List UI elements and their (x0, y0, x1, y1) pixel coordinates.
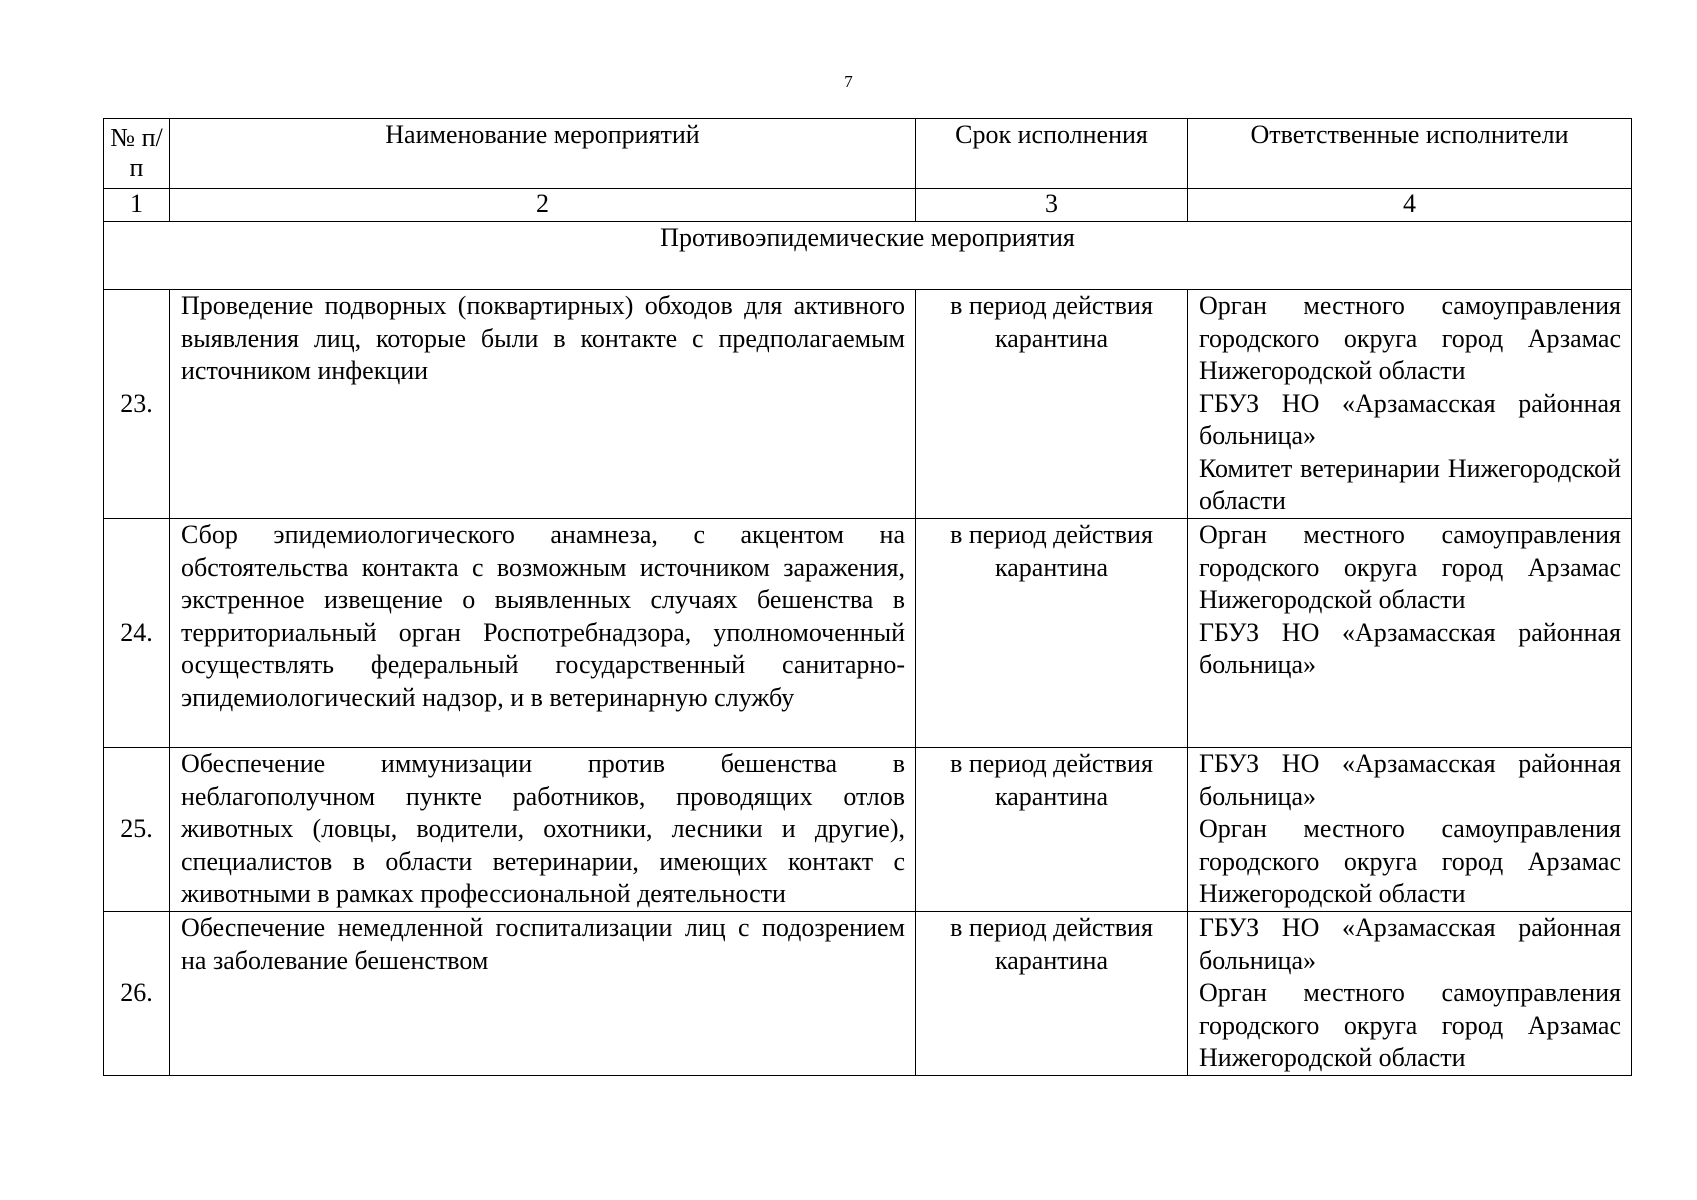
table-row (104, 290, 1632, 519)
header-name: Наименование мероприятий (170, 119, 916, 189)
measure-name: Проведение подворных (поквартирных) обходов для активного выявления лиц, которые были в контакте с предполагаемым источником инфекции (170, 290, 916, 519)
responsible-entry: Комитет ветеринарии Нижегородской области (1199, 453, 1621, 515)
row-number: 26. (104, 912, 170, 1076)
column-number: 3 (916, 189, 1188, 222)
responsible-entry: ГБУЗ НО «Арзамасская районная больница» (1199, 388, 1621, 450)
responsible-entry: Орган местного самоуправления городского округа город Арзамас Нижегородской области (1199, 520, 1621, 614)
table-row (104, 748, 1632, 912)
column-number-row (104, 189, 1632, 222)
measure-responsible (1188, 748, 1632, 912)
section-title: Противоэпидемические мероприятия (104, 222, 1632, 290)
row-number: 25. (104, 748, 170, 912)
page-number: 7 (844, 72, 853, 91)
responsible-entry: Орган местного самоуправления городского округа город Арзамас Нижегородской области (1199, 978, 1621, 1072)
column-number: 2 (170, 189, 916, 222)
table-row (104, 912, 1632, 1076)
column-number: 4 (1188, 189, 1632, 222)
responsible-entry: ГБУЗ НО «Арзамасская районная больница» (1199, 617, 1621, 679)
measure-term: в период действия карантина (916, 290, 1188, 519)
section-row (104, 222, 1632, 290)
measure-name: Обеспечение немедленной госпитализации лиц с подозрением на заболевание бешенством (170, 912, 916, 1076)
responsible-entry: Орган местного самоуправления городского округа город Арзамас Нижегородской области (1199, 814, 1621, 908)
measure-responsible (1188, 290, 1632, 519)
responsible-entry: Орган местного самоуправления городского округа город Арзамас Нижегородской области (1199, 291, 1621, 385)
measure-responsible (1188, 912, 1632, 1076)
responsible-entry: ГБУЗ НО «Арзамасская районная больница» (1199, 749, 1621, 811)
measure-name: Обеспечение иммунизации против бешенства в неблагополучном пункте работников, проводящих отлов животных (ловцы, водители, охотники, лесники и другие), специалистов в области ветеринарии, имеющих контакт с животными в рамках профессиональной деятельности (170, 748, 916, 912)
header-term: Срок исполнения (916, 119, 1188, 189)
measure-responsible (1188, 519, 1632, 748)
measure-name: Сбор эпидемиологического анамнеза, с акцентом на обстоятельства контакта с возможным источником заражения, экстренное извещение о выявленных случаях бешенства в территориальный орган Роспотребнадзора, уполномоченный осуществлять федеральный государственный санитарно-эпидемиологический надзор, и в ветеринарную службу (170, 519, 916, 748)
measure-term: в период действия карантина (916, 912, 1188, 1076)
measures-table (103, 118, 1632, 1076)
row-number: 24. (104, 519, 170, 748)
table-row (104, 519, 1632, 748)
responsible-entry: ГБУЗ НО «Арзамасская районная больница» (1199, 913, 1621, 975)
measure-term: в период действия карантина (916, 519, 1188, 748)
measure-term: в период действия карантина (916, 748, 1188, 912)
column-number: 1 (104, 189, 170, 222)
header-num: № п/п (104, 119, 170, 189)
header-responsible: Ответственные исполнители (1188, 119, 1632, 189)
row-number: 23. (104, 290, 170, 519)
table-header-row (104, 119, 1632, 189)
